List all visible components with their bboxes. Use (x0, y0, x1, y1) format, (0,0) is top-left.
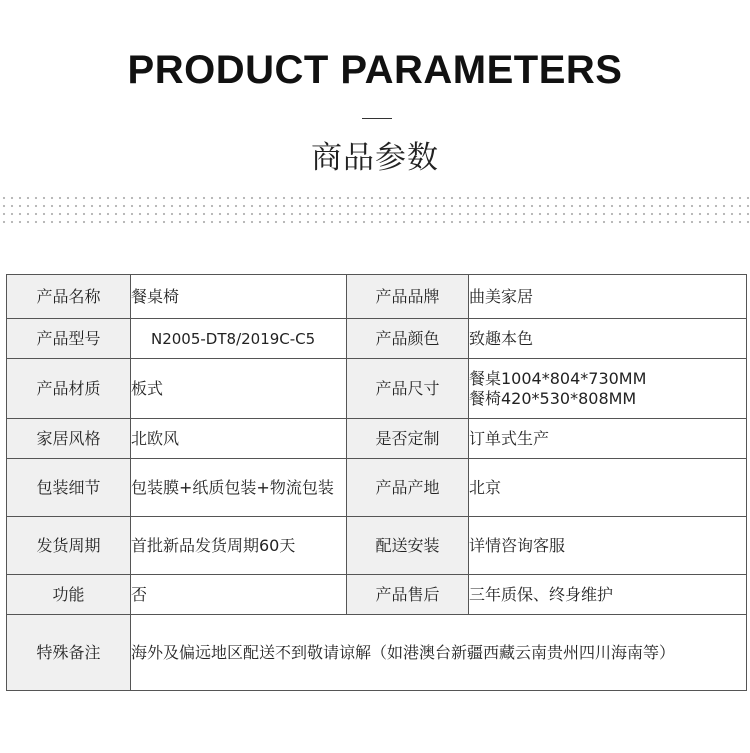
param-label: 配送安装 (347, 517, 469, 575)
param-label: 功能 (7, 575, 131, 615)
param-value: 北欧风 (131, 419, 347, 459)
table-row (7, 459, 747, 517)
table-row (7, 419, 747, 459)
param-label: 产品颜色 (347, 319, 469, 359)
table-size-line: 餐桌1004*804*730MM (469, 368, 647, 388)
param-value: 曲美家居 (469, 275, 747, 319)
param-label: 产品尺寸 (347, 359, 469, 419)
page-title-chinese: 商品参数 (311, 140, 439, 176)
dotted-pattern-band (0, 194, 750, 226)
param-label: 发货周期 (7, 517, 131, 575)
table-row (7, 615, 747, 691)
param-label: 产品名称 (7, 275, 131, 319)
product-parameters-table (6, 274, 747, 691)
param-value: 否 (131, 575, 347, 615)
param-label: 产品材质 (7, 359, 131, 419)
param-value: N2005-DT8/2019C-C5 (131, 319, 347, 359)
param-label: 特殊备注 (7, 615, 131, 691)
param-value: 订单式生产 (469, 419, 747, 459)
title-divider (362, 118, 392, 119)
param-value: 三年质保、终身维护 (469, 575, 747, 615)
param-value: 包装膜+纸质包装+物流包装 (131, 459, 347, 517)
table-row (7, 575, 747, 615)
param-value: 致趣本色 (469, 319, 747, 359)
page-title-english: PRODUCT PARAMETERS (127, 48, 623, 92)
table-row (7, 359, 747, 419)
param-label: 产品品牌 (347, 275, 469, 319)
param-label: 包装细节 (7, 459, 131, 517)
param-value: 板式 (131, 359, 347, 419)
param-value: 北京 (469, 459, 747, 517)
table-row (7, 275, 747, 319)
param-value: 首批新品发货周期60天 (131, 517, 347, 575)
param-label: 是否定制 (347, 419, 469, 459)
param-value-size (469, 359, 747, 419)
param-value-note: 海外及偏远地区配送不到敬请谅解（如港澳台新疆西藏云南贵州四川海南等） (131, 615, 747, 691)
param-label: 产品售后 (347, 575, 469, 615)
param-label: 产品型号 (7, 319, 131, 359)
table-row (7, 319, 747, 359)
param-label: 产品产地 (347, 459, 469, 517)
param-label: 家居风格 (7, 419, 131, 459)
chair-size-line: 餐椅420*530*808MM (469, 388, 637, 408)
param-value: 详情咨询客服 (469, 517, 747, 575)
table-row (7, 517, 747, 575)
param-value: 餐桌椅 (131, 275, 347, 319)
